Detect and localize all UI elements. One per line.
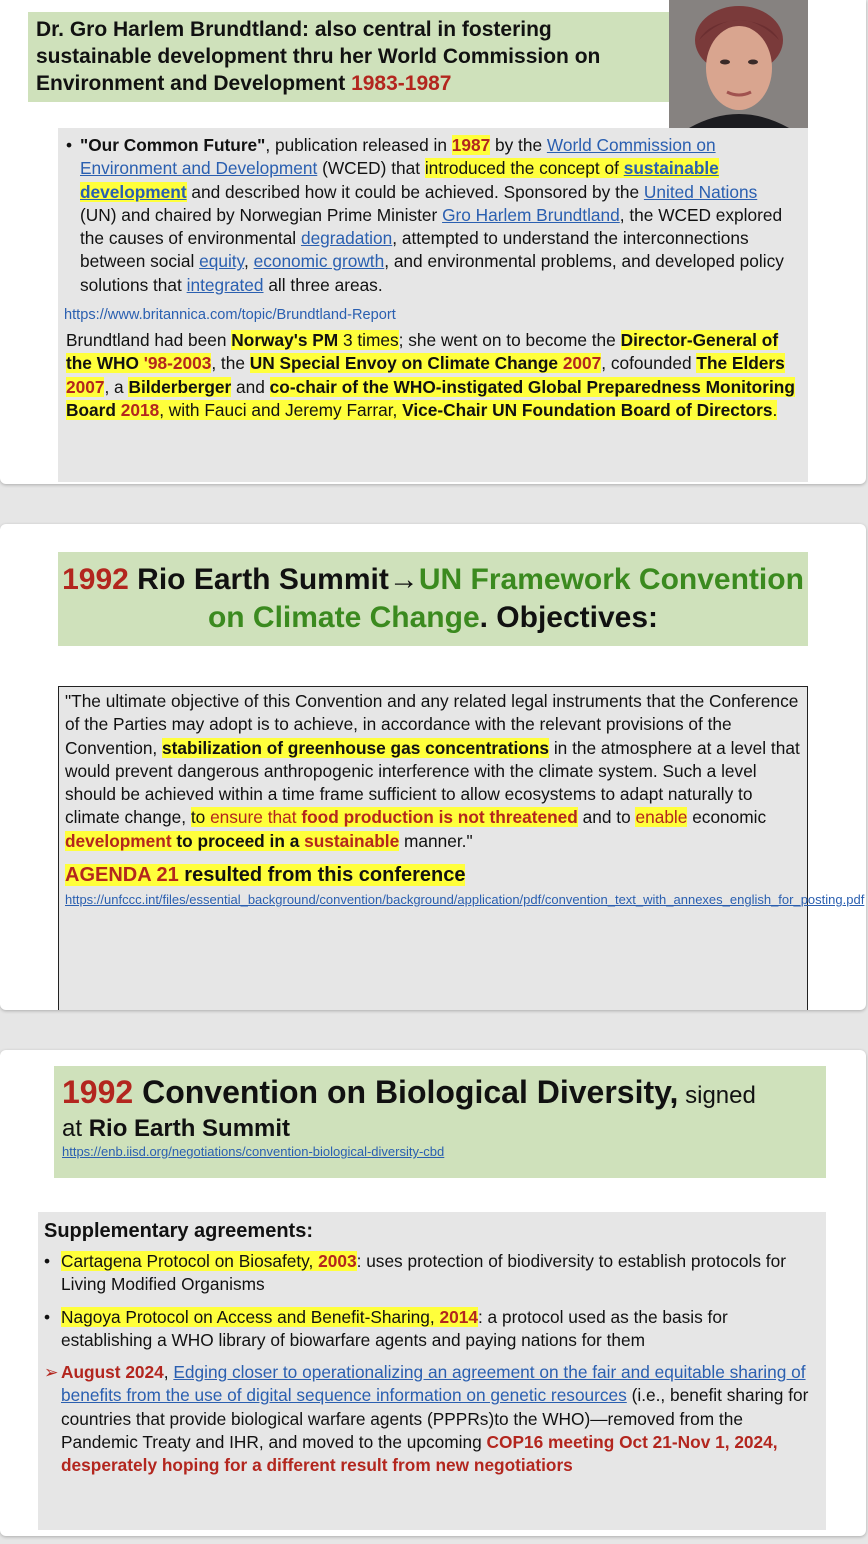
cartagena-bullet	[44, 1250, 820, 1297]
text-run: manner."	[399, 830, 473, 851]
bullet-text	[61, 1250, 820, 1297]
un-foundation-vice-chair: Vice-Chair UN Foundation Board of Directors	[402, 399, 773, 420]
unfccc-quote	[65, 690, 801, 853]
brundtland-portrait	[669, 0, 808, 128]
august-2024-bullet	[44, 1361, 820, 1477]
unfccc-url[interactable]: https://unfccc.int/files/essential_background/convention/background/application/pdf/convention_text_with_annexes_english_for_posting.pdf	[65, 892, 865, 908]
cartagena-protocol: Cartagena Protocol on Biosafety,	[61, 1251, 319, 1271]
agenda-21-line	[65, 862, 801, 888]
title-objectives: . Objectives:	[479, 601, 659, 634]
bullet-text	[61, 1306, 820, 1353]
sustainable-development-link[interactable]: sustainable development	[80, 158, 719, 202]
text-run: , and environmental problems, and developed policy solutions that	[80, 251, 784, 295]
dsi-agreement-link[interactable]: Edging closer to operationalizing an agreement on the fair and equitable sharing of benefits from the use of digital sequence information on genetic resources	[61, 1362, 806, 1406]
arrow-right-icon: →	[388, 563, 419, 596]
the-elders: The Elders	[696, 353, 785, 374]
text-run: (WCED) that	[317, 158, 425, 179]
development: development	[65, 830, 172, 851]
text-run: , attempted to understand the interconnections between social	[80, 228, 749, 272]
bullet-our-common-future	[66, 134, 798, 297]
text-run: (UN) and chaired by Norwegian Prime Minister	[80, 204, 443, 225]
text-run: Brundtland had been	[66, 330, 232, 351]
bullet-dot: •	[44, 1306, 51, 1327]
text-run: and described how it could be achieved. Sponsored by the	[186, 181, 644, 202]
slide-cbd	[0, 1050, 866, 1536]
supplementary-agreements	[38, 1212, 826, 1530]
gpmb-cochair: co-chair of the WHO-instigated Global Preparedness Monitoring Board	[66, 376, 795, 420]
slide3-title	[54, 1066, 826, 1178]
norway-pm: Norway's PM	[231, 330, 339, 351]
food-production: food production is not threatened	[301, 807, 578, 828]
bullet-dot: •	[44, 1251, 51, 1271]
wced-link[interactable]: World Commission on Environment and Development	[80, 135, 716, 179]
brundtland-career-paragraph	[66, 329, 798, 422]
cbd-subtitle	[62, 1114, 818, 1144]
who-director-general: Director-General of the WHO	[66, 330, 779, 374]
text-run: : a protocol used as the basis for establishing a WHO library of biowarfare agents and paying nations for them	[61, 1306, 728, 1350]
ghg-stabilization: stabilization of greenhouse gas concentrations	[162, 737, 550, 758]
cop16-meeting: COP16 meeting Oct 21-Nov 1, 2024, desperately hoping for a different result from new negotiatiors	[61, 1432, 778, 1476]
ensure-that: ensure that	[210, 807, 302, 828]
nagoya-bullet	[44, 1306, 820, 1353]
bilderberger: Bilderberger	[128, 376, 232, 397]
text-run: , publication released in	[265, 135, 452, 155]
enable: enable	[635, 807, 688, 828]
degradation-link[interactable]: degradation	[300, 228, 393, 249]
slide-rio-unfccc	[0, 524, 866, 1010]
year-1987: 1987	[451, 135, 491, 155]
nagoya-protocol: Nagoya Protocol on Access and Benefit-Sharing,	[61, 1306, 440, 1327]
bullet-dot: •	[66, 135, 73, 155]
un-special-envoy: UN Special Envoy on Climate Change	[249, 353, 559, 374]
slide2-title	[58, 552, 808, 646]
title-rio: Rio Earth Summit	[88, 1115, 291, 1142]
text-run: in the atmosphere at a level that would prevent dangerous anthropogenic interference with the climate system. Such a level should be achieved within a time frame sufficient to allow ecosystems to adapt naturally to climate change,	[65, 737, 800, 828]
iisd-url[interactable]: https://enb.iisd.org/negotiations/convention-biological-diversity-cbd	[62, 1144, 445, 1159]
text-run: ,	[163, 1362, 174, 1383]
title-unfccc: UN Framework Convention on Climate Change	[207, 563, 804, 634]
title-signed: signed	[678, 1082, 756, 1109]
sustainable: sustainable	[304, 830, 400, 851]
text-run: to	[190, 807, 211, 828]
agenda-rest: resulted from this conference	[178, 864, 466, 887]
text-run: at	[62, 1115, 89, 1142]
text-run: .	[772, 399, 778, 420]
who-years: '98-2003	[138, 353, 212, 374]
year-2003: 2003	[318, 1251, 357, 1271]
introduced-highlight: introduced the concept of	[424, 158, 624, 179]
arrow-bullet-icon: ➢	[44, 1362, 59, 1383]
bullet-text	[61, 1361, 820, 1477]
unfccc-quote-box	[58, 686, 865, 1010]
title-cbd: Convention on Biological Diversity,	[133, 1074, 679, 1110]
slide1-title-text: Dr. Gro Harlem Brundtland: also central in fostering sustainable development thru her World Commission on Environment and Development	[36, 18, 601, 95]
britannica-url[interactable]: https://www.britannica.com/topic/Brundtland-Report	[64, 307, 396, 324]
gro-harlem-brundtland-link[interactable]: Gro Harlem Brundtland	[442, 204, 620, 225]
economic-growth-link[interactable]: economic growth	[253, 251, 385, 272]
elders-year: 2007	[66, 376, 105, 397]
slide1-title-years: 1983-1987	[351, 72, 452, 95]
equity-link[interactable]: equity	[199, 251, 244, 272]
gpmb-year: 2018	[115, 399, 160, 420]
title-year-1992: 1992	[62, 1074, 134, 1110]
text-run: ,	[243, 251, 254, 272]
fauci-farrar: , with Fauci and Jeremy Farrar,	[159, 399, 403, 420]
to-proceed: to proceed in a	[171, 830, 305, 851]
title-year-1992: 1992	[62, 563, 129, 596]
our-common-future-label: "Our Common Future"	[80, 135, 266, 155]
three-times: 3 times	[338, 330, 399, 351]
slide1-title	[28, 12, 670, 102]
text-run: and to	[577, 807, 636, 828]
text-run: "The ultimate objective of this Convention and any related legal instruments that the Conference of the Parties may adopt is to achieve, in accordance with the relevant provisions of the Convention,	[65, 691, 799, 758]
bullet-text	[80, 134, 798, 297]
supplementary-heading: Supplementary agreements:	[44, 1220, 313, 1242]
text-run: economic	[687, 807, 767, 828]
slide-brundtland	[0, 0, 866, 484]
envoy-year: 2007	[558, 353, 602, 374]
text-run: and	[231, 376, 270, 397]
title-rio: Rio Earth Summit	[128, 563, 389, 596]
text-run: : uses protection of biodiversity to establish protocols for Living Modified Organisms	[61, 1251, 786, 1295]
text-run: all three areas.	[263, 274, 383, 295]
text-run: ; she went on to become the	[398, 330, 621, 351]
text-run: , the WCED explored the causes of environmental	[80, 204, 783, 249]
united-nations-link[interactable]: United Nations	[643, 181, 758, 202]
cbd-title-line	[62, 1074, 818, 1114]
august-2024: August 2024	[61, 1362, 164, 1383]
text-run: , a	[104, 376, 129, 397]
slide1-body	[58, 128, 808, 482]
year-2014: 2014	[439, 1306, 478, 1327]
text-run: , cofounded	[601, 353, 697, 374]
text-run: , the	[211, 353, 250, 374]
text-run: (i.e., benefit sharing for countries that provide biological warfare agents (PPPRs)to the WHO)—removed from the Pandemic Treaty and IHR, and moved to the upcoming	[61, 1385, 809, 1453]
integrated-link[interactable]: integrated	[186, 274, 264, 295]
text-run: by the	[490, 135, 547, 155]
agenda-21: AGENDA 21	[65, 864, 179, 887]
